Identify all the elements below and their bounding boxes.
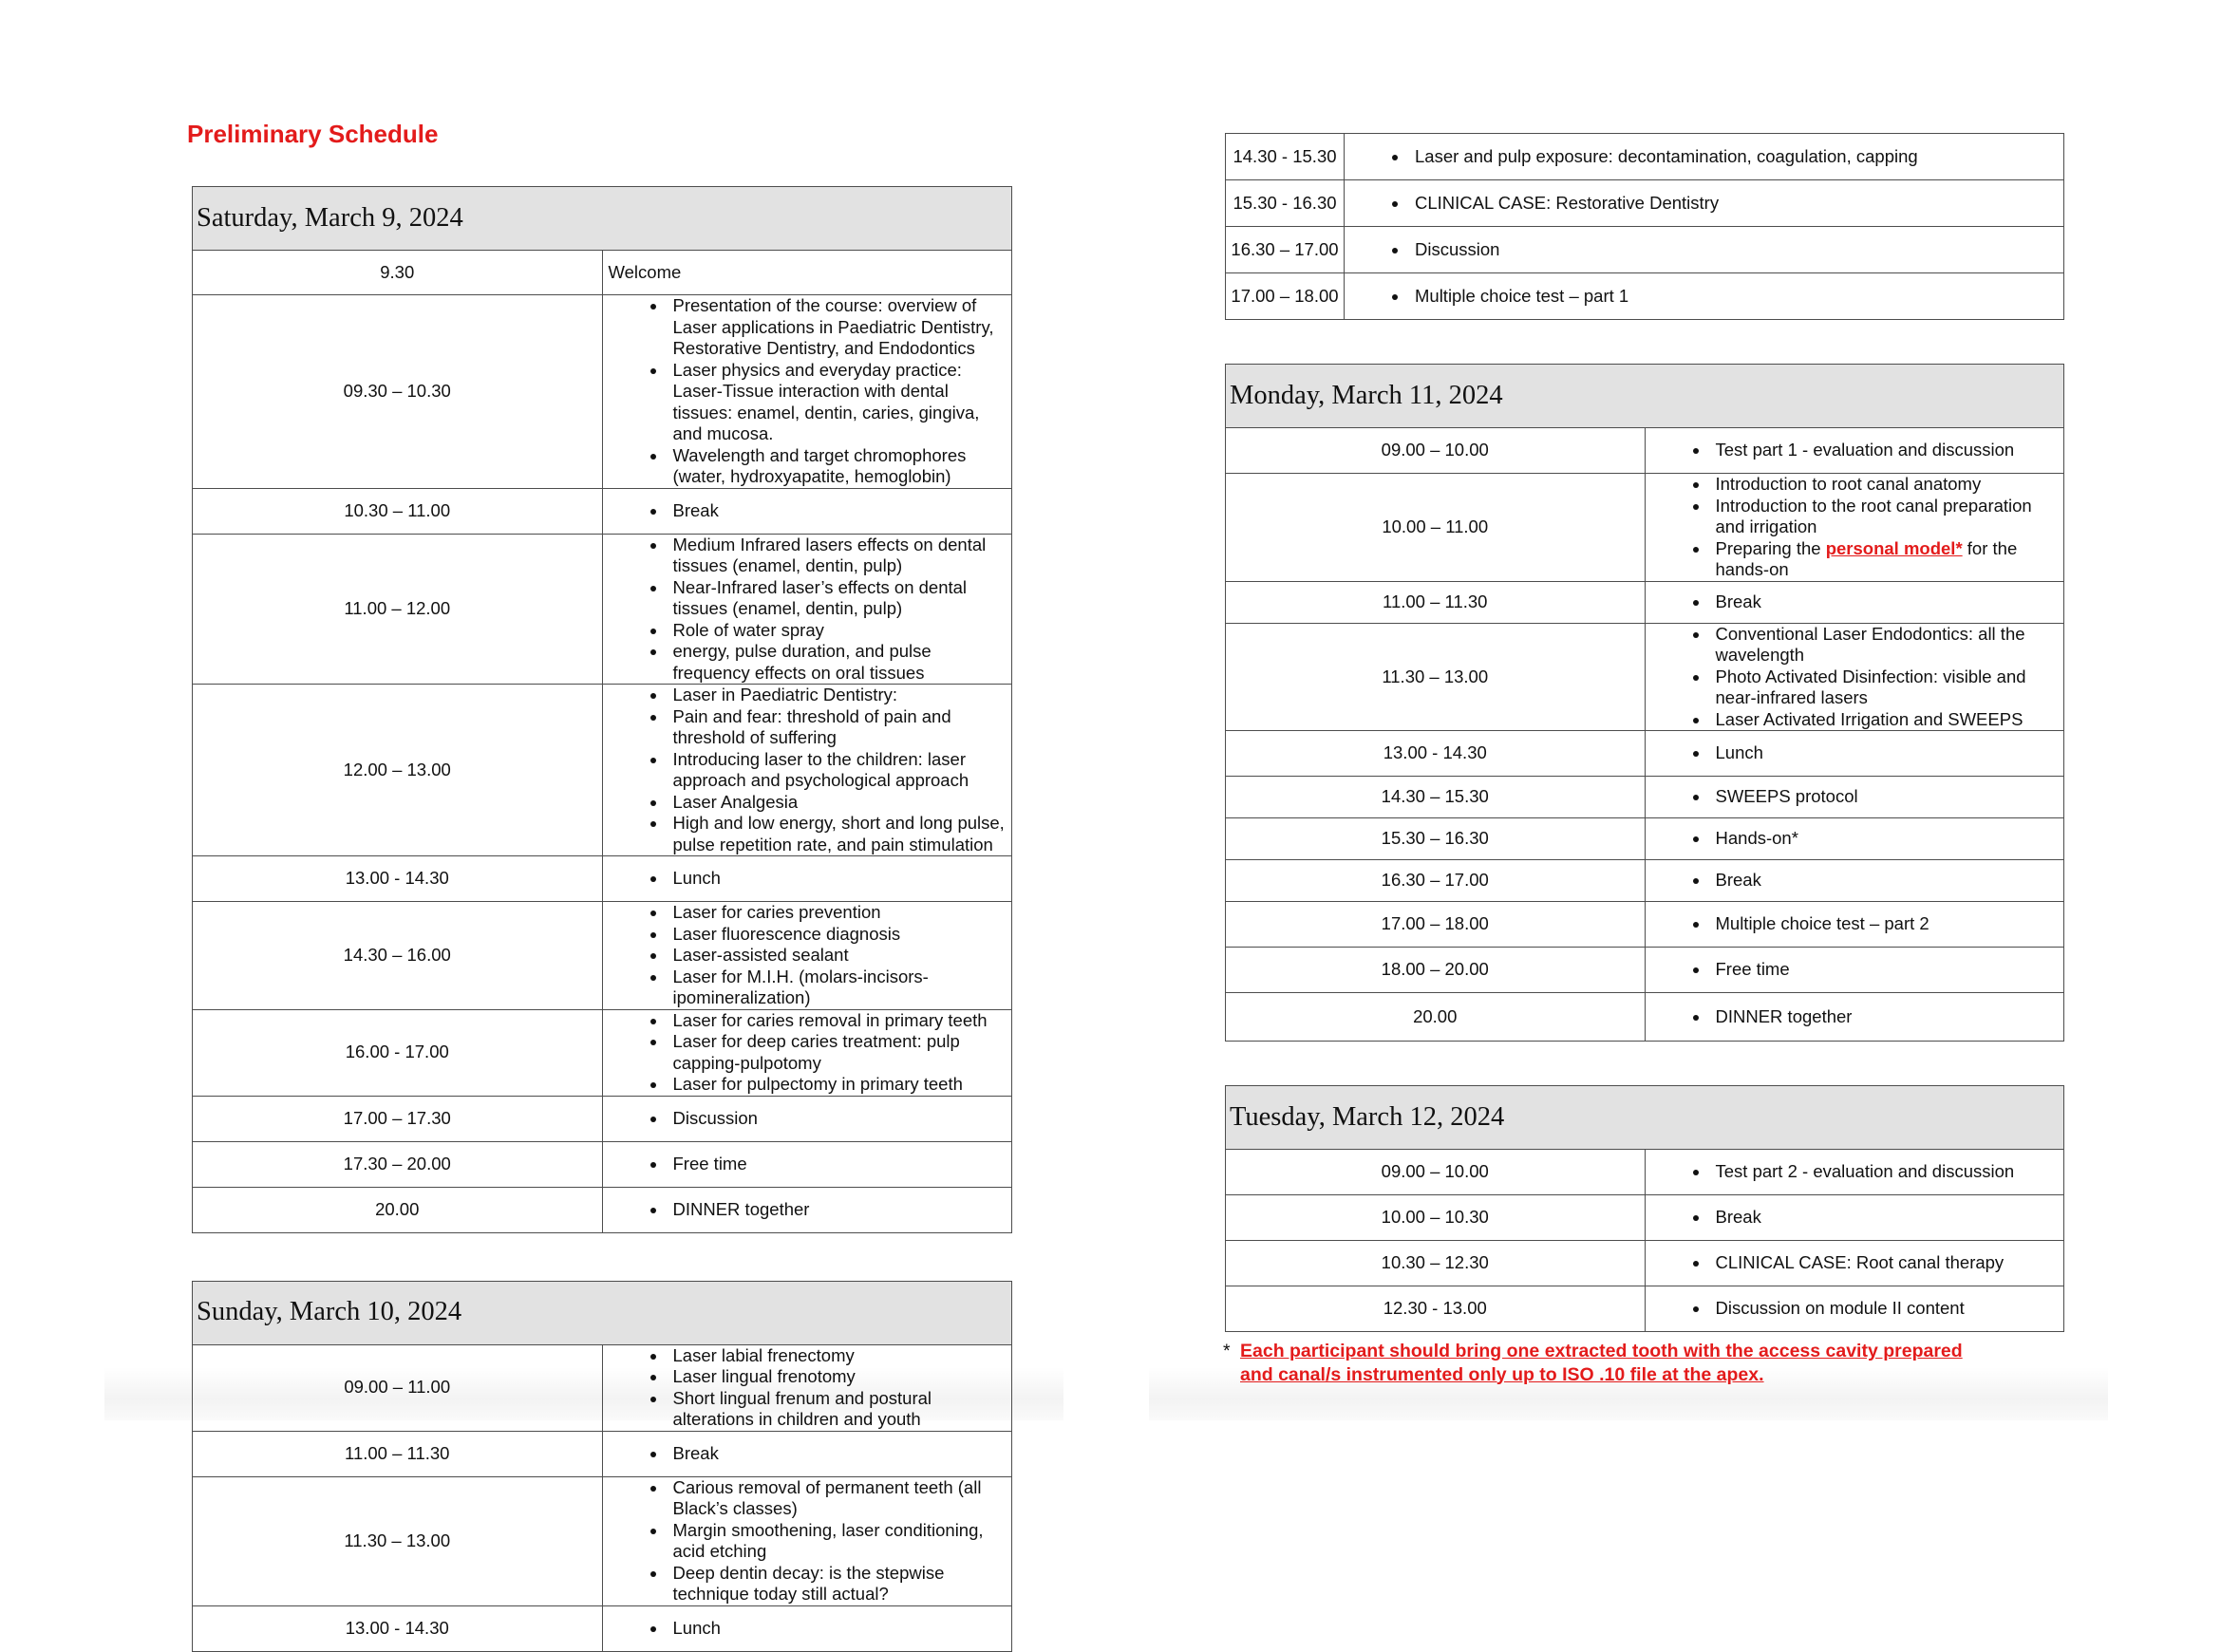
activity-item: • Laser-assisted sealant — [668, 945, 1007, 967]
activity-item: • Laser Activated Irrigation and SWEEPS — [1710, 709, 2059, 731]
activity-cell — [1345, 180, 2064, 227]
activity-list — [609, 902, 1007, 1009]
time-cell: 10.00 – 10.30 — [1226, 1195, 1646, 1241]
schedule-row — [193, 1187, 1012, 1232]
personal-model-link[interactable]: personal model* — [1825, 537, 1963, 558]
activity-item: • Laser lingual frenotomy — [668, 1366, 1007, 1388]
footnote-line-2: and canal/s instrumented only up to ISO .10 file at the apex. — [1240, 1363, 1764, 1385]
activity-item: • Margin smoothening, laser conditioning, acid etching — [668, 1520, 1007, 1563]
time-cell: 13.00 - 14.30 — [1226, 731, 1646, 777]
time-cell: 14.30 – 16.00 — [193, 902, 603, 1010]
time-cell: 09.00 – 10.00 — [1226, 1150, 1646, 1195]
activity-item: • Photo Activated Disinfection: visible and near-infrared lasers — [1710, 666, 2059, 709]
activity-cell — [1645, 818, 2064, 860]
time-cell: 17.00 – 18.00 — [1226, 273, 1345, 320]
time-cell: 11.00 – 11.30 — [1226, 581, 1646, 623]
time-cell: 11.30 – 13.00 — [193, 1476, 603, 1605]
activity-cell — [1345, 227, 2064, 273]
activity-item: • Discussion on module II content — [1710, 1298, 2059, 1320]
activity-cell — [602, 685, 1012, 856]
schedule-row — [1226, 134, 2064, 180]
day-header: Monday, March 11, 2024 — [1226, 365, 2064, 428]
time-cell: 14.30 - 15.30 — [1226, 134, 1345, 180]
activity-list — [609, 868, 1007, 890]
schedule-row — [1226, 180, 2064, 227]
day-header: Tuesday, March 12, 2024 — [1226, 1086, 2064, 1150]
activity-cell — [1645, 993, 2064, 1042]
right-column — [1225, 133, 2064, 1332]
activity-cell — [1645, 428, 2064, 474]
activity-item: • Laser labial frenectomy — [668, 1345, 1007, 1367]
time-cell: 10.00 – 11.00 — [1226, 474, 1646, 582]
day-header-row — [193, 187, 1012, 251]
activity-cell — [1645, 1241, 2064, 1286]
time-cell: 16.00 - 17.00 — [193, 1009, 603, 1096]
activity-list — [1651, 440, 2059, 461]
activity-item: • Test part 2 - evaluation and discussion — [1710, 1161, 2059, 1183]
schedule-row — [1226, 860, 2064, 902]
activity-cell — [1345, 134, 2064, 180]
activity-item: • Lunch — [1710, 742, 2059, 764]
time-cell: 17.00 – 17.30 — [193, 1096, 603, 1141]
time-cell: 14.30 – 15.30 — [1226, 777, 1646, 818]
activity-item: • Break — [1710, 1207, 2059, 1229]
activity-cell — [602, 1476, 1012, 1605]
activity-item: • CLINICAL CASE: Root canal therapy — [1710, 1252, 2059, 1274]
activity-item: • Introduction to the root canal preparation and irrigation — [1710, 496, 2059, 538]
time-cell: 16.30 – 17.00 — [1226, 227, 1345, 273]
time-cell: 10.30 – 11.00 — [193, 488, 603, 534]
activity-list — [1651, 624, 2059, 731]
day-header-row — [1226, 365, 2064, 428]
activity-item: • Laser in Paediatric Dentistry: — [668, 685, 1007, 706]
activity-item: • Multiple choice test – part 2 — [1710, 913, 2059, 935]
time-cell: 20.00 — [1226, 993, 1646, 1042]
activity-item: • DINNER together — [668, 1199, 1007, 1221]
activity-item: • Lunch — [668, 1618, 1007, 1640]
activity-item: • Multiple choice test – part 1 — [1409, 286, 2058, 308]
activity-list — [609, 535, 1007, 685]
activity-item: • Conventional Laser Endodontics: all the wavelength — [1710, 624, 2059, 666]
activity-item: • Wavelength and target chromophores (water, hydroxyapatite, hemoglobin) — [668, 445, 1007, 488]
schedule-row — [193, 488, 1012, 534]
activity-item — [1710, 538, 2059, 581]
activity-cell — [602, 1009, 1012, 1096]
activity-cell — [602, 1605, 1012, 1651]
time-cell: 20.00 — [193, 1187, 603, 1232]
activity-list — [1651, 828, 2059, 850]
activity-cell — [602, 1431, 1012, 1476]
activity-list — [1651, 1252, 2059, 1274]
activity-cell — [602, 1096, 1012, 1141]
schedule-row — [1226, 948, 2064, 993]
activity-cell — [1645, 731, 2064, 777]
schedule-row — [1226, 1195, 2064, 1241]
schedule-row — [193, 534, 1012, 685]
schedule-row — [1226, 1286, 2064, 1332]
activity-list — [1651, 786, 2059, 808]
activity-item: • Laser for pulpectomy in primary teeth — [668, 1074, 1007, 1096]
activity-cell — [1645, 581, 2064, 623]
tuesday-schedule-table — [1225, 1085, 2064, 1332]
schedule-row — [1226, 1150, 2064, 1195]
activity-list — [1350, 193, 2058, 215]
schedule-row — [193, 685, 1012, 856]
activity-cell — [1645, 777, 2064, 818]
activity-cell — [602, 856, 1012, 902]
schedule-row — [1226, 818, 2064, 860]
schedule-row — [1226, 623, 2064, 731]
activity-cell — [1645, 948, 2064, 993]
schedule-row — [193, 1009, 1012, 1096]
day-header: Saturday, March 9, 2024 — [193, 187, 1012, 251]
sunday-continued-schedule-table — [1225, 133, 2064, 320]
activity-item: • Break — [1710, 591, 2059, 613]
activity-list — [1651, 959, 2059, 981]
day-header-row — [193, 1281, 1012, 1344]
activity-item: • Break — [668, 500, 1007, 522]
activity-item: • Introducing laser to the children: laser approach and psychological approach — [668, 749, 1007, 792]
time-cell: 15.30 - 16.30 — [1226, 180, 1345, 227]
time-cell: 16.30 – 17.00 — [1226, 860, 1646, 902]
time-cell: 15.30 – 16.30 — [1226, 818, 1646, 860]
activity-item: • Introduction to root canal anatomy — [1710, 474, 2059, 496]
activity-cell — [1345, 273, 2064, 320]
activity-item: • Near-Infrared laser’s effects on dental tissues (enamel, dentin, pulp) — [668, 577, 1007, 620]
schedule-row — [193, 1605, 1012, 1651]
schedule-row — [1226, 227, 2064, 273]
activity-item: • Discussion — [668, 1108, 1007, 1130]
activity-item: • Laser and pulp exposure: decontamination, coagulation, capping — [1409, 146, 2058, 168]
activity-item: • Lunch — [668, 868, 1007, 890]
activity-cell — [602, 534, 1012, 685]
time-cell: 12.00 – 13.00 — [193, 685, 603, 856]
schedule-row — [1226, 428, 2064, 474]
schedule-row — [1226, 731, 2064, 777]
activity-item: • Short lingual frenum and postural alterations in children and youth — [668, 1388, 1007, 1431]
activity-text-before: Preparing the — [1715, 537, 1826, 558]
activity-item: • DINNER together — [1710, 1006, 2059, 1028]
activity-text: Welcome — [608, 261, 682, 282]
time-cell: 13.00 - 14.30 — [193, 856, 603, 902]
activity-item: • Presentation of the course: overview of Laser applications in Paediatric Dentistry, Restorative Dentistry, and Endodontics — [668, 295, 1007, 360]
activity-item: • Free time — [1710, 959, 2059, 981]
activity-item: • Hands-on* — [1710, 828, 2059, 850]
time-cell: 11.00 – 12.00 — [193, 534, 603, 685]
schedule-row — [193, 1431, 1012, 1476]
saturday-schedule-table — [192, 186, 1012, 1233]
schedule-row — [193, 1096, 1012, 1141]
activity-item: • Medium Infrared lasers effects on dental tissues (enamel, dentin, pulp) — [668, 535, 1007, 577]
day-header-row — [1226, 1086, 2064, 1150]
activity-list — [609, 1154, 1007, 1175]
schedule-row — [1226, 273, 2064, 320]
activity-item: • Laser fluorescence diagnosis — [668, 924, 1007, 946]
schedule-row — [193, 1476, 1012, 1605]
activity-item: • Break — [1710, 870, 2059, 892]
monday-schedule-table — [1225, 364, 2064, 1042]
time-cell: 18.00 – 20.00 — [1226, 948, 1646, 993]
schedule-row — [1226, 474, 2064, 582]
activity-item: • High and low energy, short and long pulse, pulse repetition rate, and pain stimulation — [668, 813, 1007, 855]
activity-item: • Laser for deep caries treatment: pulp capping-pulpotomy — [668, 1031, 1007, 1074]
activity-item: • Laser for caries prevention — [668, 902, 1007, 924]
activity-list — [609, 295, 1007, 488]
activity-list — [1350, 286, 2058, 308]
schedule-row — [1226, 777, 2064, 818]
activity-list — [609, 1199, 1007, 1221]
activity-list — [1651, 870, 2059, 892]
time-cell: 09.30 – 10.30 — [193, 295, 603, 489]
activity-item: • Laser for caries removal in primary teeth — [668, 1010, 1007, 1032]
schedule-row — [1226, 993, 2064, 1042]
activity-item: • SWEEPS protocol — [1710, 786, 2059, 808]
time-cell: 17.30 – 20.00 — [193, 1141, 603, 1187]
time-cell: 12.30 - 13.00 — [1226, 1286, 1646, 1332]
schedule-row — [193, 1141, 1012, 1187]
time-cell: 10.30 – 12.30 — [1226, 1241, 1646, 1286]
activity-item: • Carious removal of permanent teeth (all Black’s classes) — [668, 1477, 1007, 1520]
schedule-row — [193, 902, 1012, 1010]
activity-item: • CLINICAL CASE: Restorative Dentistry — [1409, 193, 2058, 215]
activity-cell — [1645, 902, 2064, 948]
activity-list — [1651, 591, 2059, 613]
activity-cell — [1645, 860, 2064, 902]
activity-list — [609, 1618, 1007, 1640]
time-cell: 11.30 – 13.00 — [1226, 623, 1646, 731]
activity-cell — [1645, 474, 2064, 582]
activity-item: • Break — [668, 1443, 1007, 1465]
activity-item: • Free time — [668, 1154, 1007, 1175]
schedule-row — [193, 251, 1012, 295]
activity-item: • energy, pulse duration, and pulse frequency effects on oral tissues — [668, 641, 1007, 684]
activity-list — [1651, 1207, 2059, 1229]
footnote-line-1: Each participant should bring one extracted tooth with the access cavity prepared — [1240, 1341, 1963, 1361]
activity-cell — [602, 902, 1012, 1010]
day-header: Sunday, March 10, 2024 — [193, 1281, 1012, 1344]
schedule-row — [1226, 1241, 2064, 1286]
activity-list — [1350, 239, 2058, 261]
activity-list — [609, 1108, 1007, 1130]
time-cell: 17.00 – 18.00 — [1226, 902, 1646, 948]
activity-list — [1651, 1298, 2059, 1320]
activity-list — [609, 1477, 1007, 1605]
time-cell: 13.00 - 14.30 — [193, 1605, 603, 1651]
activity-list — [1651, 742, 2059, 764]
activity-item: • Discussion — [1409, 239, 2058, 261]
activity-cell — [602, 488, 1012, 534]
activity-list — [1651, 474, 2059, 581]
time-cell: 9.30 — [193, 251, 603, 295]
left-column — [192, 186, 1012, 1652]
activity-item: • Role of water spray — [668, 620, 1007, 642]
activity-cell — [602, 251, 1012, 295]
schedule-row — [193, 295, 1012, 489]
activity-list — [1651, 913, 2059, 935]
footnote — [1223, 1340, 2078, 1386]
time-cell: 11.00 – 11.30 — [193, 1431, 603, 1476]
schedule-row — [193, 856, 1012, 902]
activity-text-after: for the hands-on — [1715, 537, 2018, 579]
activity-cell — [1645, 1286, 2064, 1332]
activity-list — [1651, 1161, 2059, 1183]
activity-cell — [1645, 1150, 2064, 1195]
activity-cell — [602, 295, 1012, 489]
footnote-asterisk: * — [1223, 1341, 1231, 1361]
page-title: Preliminary Schedule — [187, 120, 439, 148]
activity-item: • Laser Analgesia — [668, 792, 1007, 814]
activity-list — [1350, 146, 2058, 168]
activity-list — [609, 500, 1007, 522]
schedule-row — [1226, 902, 2064, 948]
schedule-row — [1226, 581, 2064, 623]
time-cell: 09.00 – 11.00 — [193, 1344, 603, 1431]
activity-cell — [1645, 1195, 2064, 1241]
activity-cell — [602, 1187, 1012, 1232]
activity-list — [609, 685, 1007, 855]
activity-item: • Laser for M.I.H. (molars-incisors-ipomineralization) — [668, 967, 1007, 1009]
activity-cell — [1645, 623, 2064, 731]
activity-item: • Test part 1 - evaluation and discussion — [1710, 440, 2059, 461]
activity-list — [609, 1443, 1007, 1465]
schedule-row — [193, 1344, 1012, 1431]
time-cell: 09.00 – 10.00 — [1226, 428, 1646, 474]
activity-item: • Deep dentin decay: is the stepwise technique today still actual? — [668, 1563, 1007, 1605]
activity-cell — [602, 1141, 1012, 1187]
activity-cell — [602, 1344, 1012, 1431]
activity-list — [609, 1345, 1007, 1431]
activity-list — [1651, 1006, 2059, 1028]
activity-item: • Pain and fear: threshold of pain and threshold of suffering — [668, 706, 1007, 749]
sunday-schedule-table — [192, 1281, 1012, 1652]
activity-list — [609, 1010, 1007, 1096]
activity-item: • Laser physics and everyday practice: Laser-Tissue interaction with dental tissues: enamel, dentin, caries, gingiva, and mucosa. — [668, 360, 1007, 445]
